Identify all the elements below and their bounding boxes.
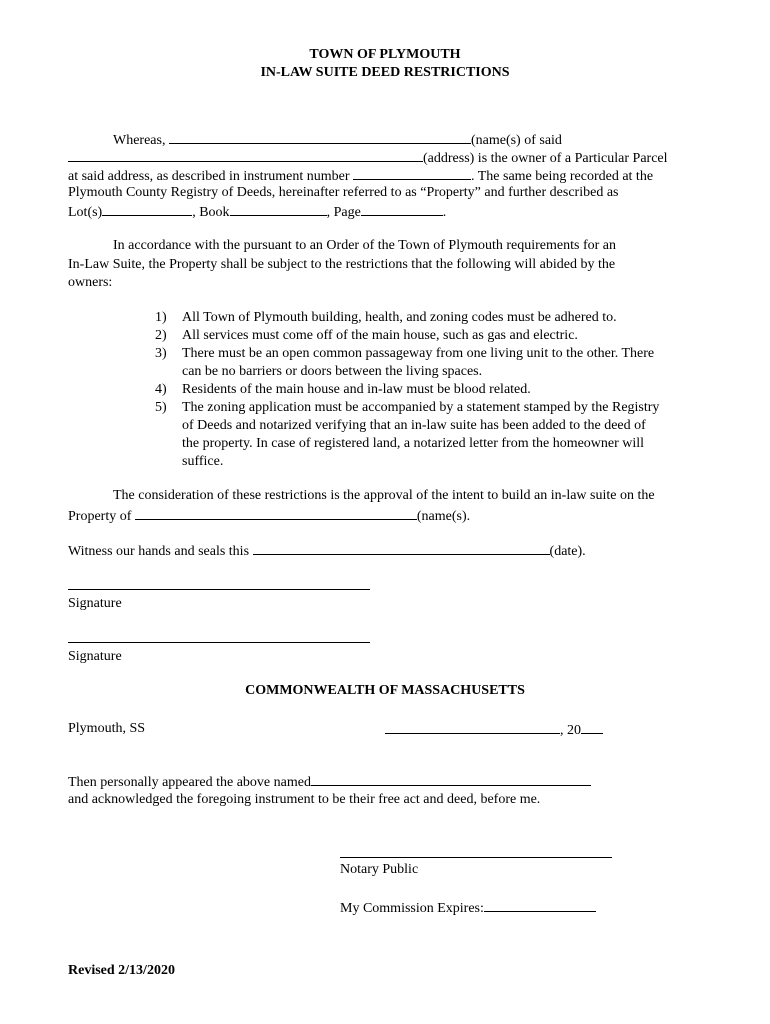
instrument-number-label: at said address, as described in instrument number xyxy=(68,169,350,184)
commission-expires-label: My Commission Expires: xyxy=(340,901,484,916)
whereas-line-1 xyxy=(113,130,562,150)
restriction-item-1: 1) All Town of Plymouth building, health, and zoning codes must be adhered to. xyxy=(155,310,617,325)
year-prefix: , 20 xyxy=(560,723,581,738)
commission-expires-line xyxy=(340,898,596,918)
whereas-period: . xyxy=(442,205,447,220)
date-year-line xyxy=(385,720,603,740)
accordance-line-3: owners: xyxy=(68,275,113,290)
consideration-line-1: The consideration of these restrictions is the approval of the intent to build an in-law suite on the xyxy=(113,488,655,503)
witness-date-blank[interactable] xyxy=(253,541,550,555)
property-of-label: Property of xyxy=(68,509,132,524)
restriction-item-5: 5) The zoning application must be accompanied by a statement stamped by the Registry of Deeds and notarized verifying that an in-law suite has been added to the deed of the property. In case of registered land, a notarized letter from the homeowner will suffice. xyxy=(155,400,660,469)
date-label: (date). xyxy=(549,544,586,559)
commonwealth-heading: COMMONWEALTH OF MASSACHUSETTS xyxy=(245,683,525,698)
whereas-line-2 xyxy=(68,148,668,168)
revised-date: Revised 2/13/2020 xyxy=(68,963,175,978)
names-of-said-label: (name(s) of said xyxy=(470,133,562,148)
year-blank[interactable] xyxy=(581,720,603,734)
appeared-line-2: and acknowledged the foregoing instrument to be their free act and deed, before me. xyxy=(68,792,541,807)
appeared-line-1 xyxy=(68,772,591,792)
witness-line xyxy=(68,541,586,561)
address-owner-text: (address) is the owner of a Particular Parcel xyxy=(423,151,668,166)
notary-signature-line[interactable] xyxy=(340,857,612,858)
commission-expires-blank[interactable] xyxy=(484,898,596,912)
page-label: , Page xyxy=(326,205,361,220)
names-label: (name(s). xyxy=(416,509,471,524)
document-title-line2: IN-LAW SUITE DEED RESTRICTIONS xyxy=(260,65,510,80)
book-label: , Book xyxy=(192,205,230,220)
property-of-names-blank[interactable] xyxy=(135,506,417,520)
county-label: Plymouth, SS xyxy=(68,721,146,736)
restriction-item-4: 4) Residents of the main house and in-law must be blood related. xyxy=(155,382,531,397)
lots-label: Lot(s) xyxy=(68,205,103,220)
lots-blank[interactable] xyxy=(102,202,192,216)
document-title-line1: TOWN OF PLYMOUTH xyxy=(309,47,461,62)
signature-line-2[interactable] xyxy=(68,642,370,643)
signature-label-2: Signature xyxy=(68,649,122,664)
appeared-label: Then personally appeared the above named xyxy=(68,775,311,790)
restrictions-list xyxy=(155,309,715,471)
notary-public-label: Notary Public xyxy=(340,862,419,877)
restriction-item-3: 3) There must be an open common passageway from one living unit to the other. There can be no barriers or doors between the living spaces. xyxy=(155,346,655,379)
page-blank[interactable] xyxy=(361,202,443,216)
owner-names-blank[interactable] xyxy=(169,130,471,144)
whereas-line-5 xyxy=(68,202,446,222)
recorded-text: . The same being recorded at the xyxy=(470,169,654,184)
book-blank[interactable] xyxy=(230,202,327,216)
appeared-name-blank[interactable] xyxy=(311,772,591,786)
notary-date-blank[interactable] xyxy=(385,720,560,734)
whereas-line-4: Plymouth County Registry of Deeds, hereinafter referred to as “Property” and further described as xyxy=(68,185,619,200)
consideration-line-2 xyxy=(68,506,470,526)
signature-label-1: Signature xyxy=(68,596,122,611)
instrument-number-blank[interactable] xyxy=(353,166,471,180)
accordance-line-2: In-Law Suite, the Property shall be subject to the restrictions that the following will abided by the xyxy=(68,257,616,272)
restriction-item-2: 2) All services must come off of the main house, such as gas and electric. xyxy=(155,328,578,343)
whereas-label: Whereas, xyxy=(113,133,166,148)
address-blank[interactable] xyxy=(68,148,423,162)
witness-label: Witness our hands and seals this xyxy=(68,544,250,559)
signature-line-1[interactable] xyxy=(68,589,370,590)
whereas-line-3 xyxy=(68,166,653,186)
accordance-line-1: In accordance with the pursuant to an Order of the Town of Plymouth requirements for an xyxy=(113,238,617,253)
